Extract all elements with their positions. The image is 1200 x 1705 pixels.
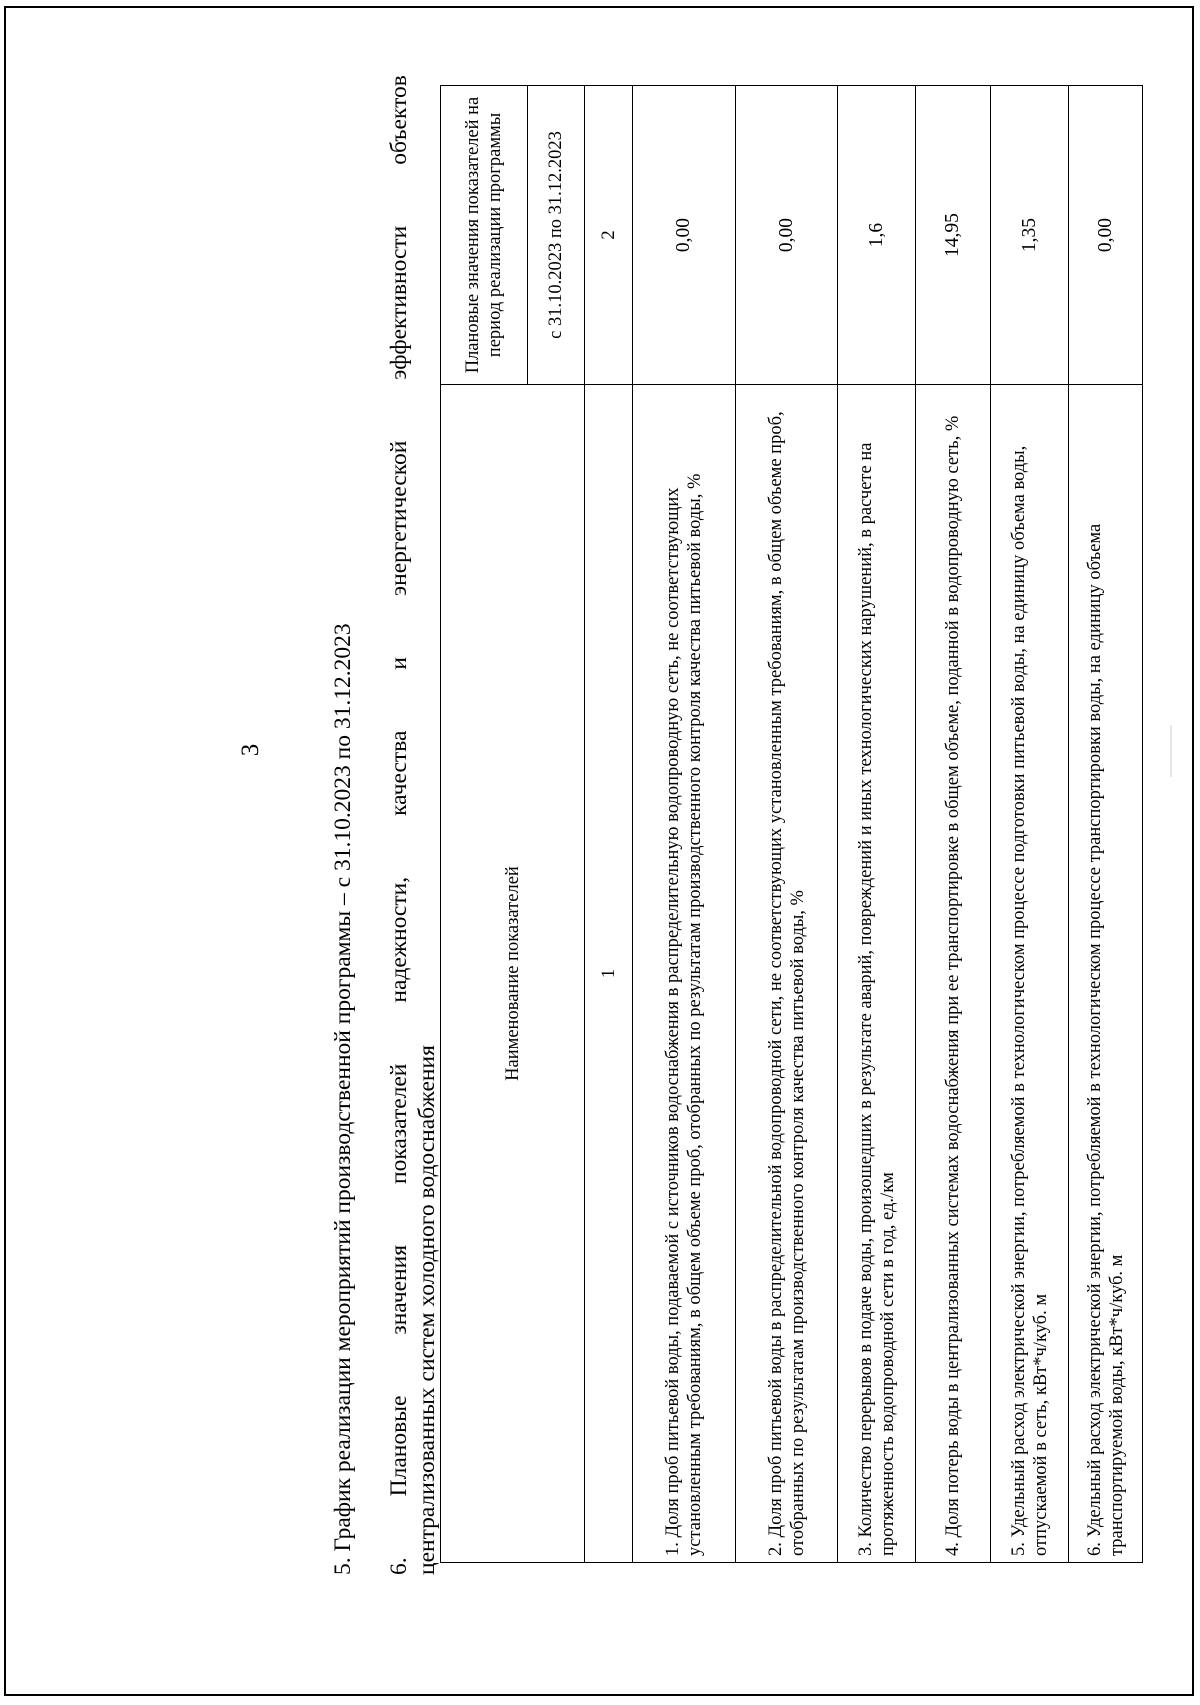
section-6-title-line-1 <box>385 75 413 1575</box>
section-5-title: 5. График реализации мероприятий производственной программы – с 31.10.2023 по 31.12.2023 <box>330 623 356 1575</box>
scan-artifact <box>1170 725 1172 777</box>
indicators-table <box>440 85 1143 1563</box>
title-word: показателей <box>386 1063 412 1184</box>
indicator-name: 2. Доля проб питьевой воды в распределительной водопроводной сети, не соответствующих установленным требованиям, в общем объеме проб, отобранных по результатам производственного контроля качества питьевой воды, % <box>736 385 838 1563</box>
table-row <box>1069 86 1143 1563</box>
header-period: с 31.10.2023 по 31.12.2023 <box>528 86 585 385</box>
title-word: и <box>386 656 412 670</box>
indicator-name: 4. Доля потерь воды в централизованных системах водоснабжения при ее транспортировке в общем объеме, поданной в водопроводную сеть, % <box>916 385 991 1563</box>
indicator-value: 0,00 <box>1069 86 1143 385</box>
column-number-1: 1 <box>585 385 633 1563</box>
title-word: качества <box>386 730 412 816</box>
page-number: 3 <box>237 743 264 757</box>
table-column-numbers-row <box>585 86 633 1563</box>
rotated-page-content <box>155 75 1200 1675</box>
table-row <box>736 86 838 1563</box>
title-word: Плановые <box>386 1395 412 1497</box>
table-header-row <box>441 86 528 1563</box>
indicator-value: 14,95 <box>916 86 991 385</box>
header-planned-values: Плановые значения показателей на период реализации программы <box>441 86 528 385</box>
section-6-title-line-2: централизованных систем холодного водоснабжения <box>414 1045 440 1575</box>
indicator-value: 1,35 <box>991 86 1069 385</box>
indicator-value: 1,6 <box>838 86 916 385</box>
title-word: значения <box>386 1245 412 1335</box>
indicator-name: 5. Удельный расход электрической энергии, потребляемой в технологическом процессе подготовки питьевой воды, на единицу объема воды, отпускаемой в сеть, кВт*ч/куб. м <box>991 385 1069 1563</box>
title-word: энергетической <box>386 440 412 596</box>
section-6-title <box>385 75 441 1575</box>
table-row <box>991 86 1069 1563</box>
indicator-name: 6. Удельный расход электрической энергии, потребляемой в технологическом процессе транспортировки воды, на единицу объема транспортируемой воды, кВт*ч/куб. м <box>1069 385 1143 1563</box>
title-word: эффективности <box>386 225 412 380</box>
column-number-2: 2 <box>585 86 633 385</box>
table-row <box>838 86 916 1563</box>
indicator-value: 0,00 <box>633 86 736 385</box>
indicator-value: 0,00 <box>736 86 838 385</box>
header-indicator-name: Наименование показателей <box>441 385 585 1563</box>
table-row <box>633 86 736 1563</box>
table-row <box>916 86 991 1563</box>
title-word: 6. <box>386 1557 412 1575</box>
title-word: объектов <box>386 75 412 165</box>
title-word: надежности, <box>386 876 412 1003</box>
indicator-name: 1. Доля проб питьевой воды, подаваемой с источников водоснабжения в распределительную водопроводную сеть, не соответствующих установленным требованиям, в общем объеме проб, отобранных по результатам производственного контроля качества питьевой воды, % <box>633 385 736 1563</box>
indicator-name: 3. Количество перерывов в подаче воды, произошедших в результате аварий, повреждений и иных технологических нарушений, в расчете на протяженность водопроводной сети в год, ед./км <box>838 385 916 1563</box>
